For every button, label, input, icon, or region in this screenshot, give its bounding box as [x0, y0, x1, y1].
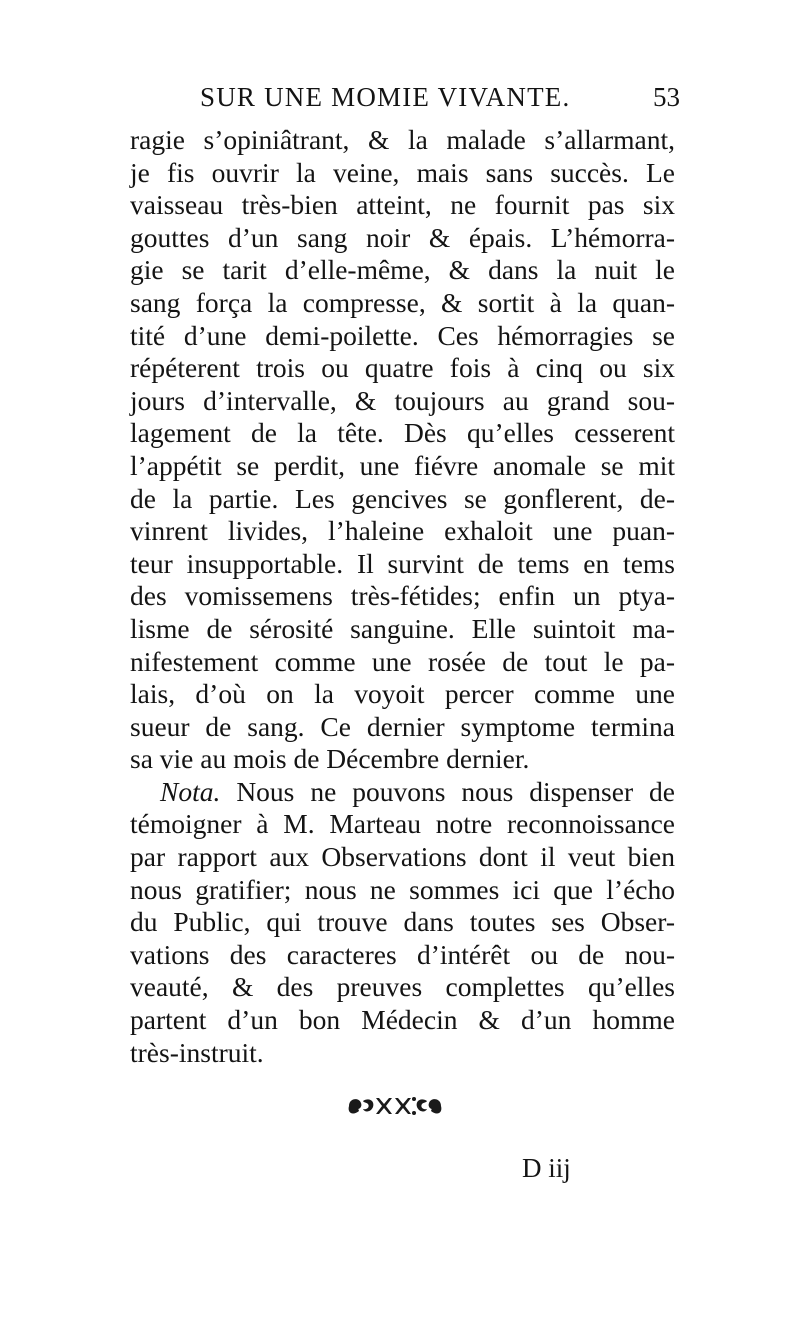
nota-line — [130, 776, 675, 809]
signature-mark: D iij — [522, 1153, 571, 1183]
nota-text: Nous ne pouvons nous dispenser de — [236, 775, 676, 807]
text-line: sueur de sang. Ce dernier symptome termina — [130, 710, 675, 742]
text-line: nous gratifier; nous ne sommes ici que l’écho — [130, 873, 675, 905]
text-line: partent d’un bon Médecin & d’un homme — [130, 1004, 675, 1036]
text-line: par rapport aux Observations dont il veut bien — [130, 841, 675, 873]
page-number: 53 — [653, 82, 680, 112]
text-line: vinrent livides, l’haleine exhaloit une puan- — [130, 515, 675, 547]
text-line: gouttes d’un sang noir & épais. L’hémorra- — [130, 221, 675, 253]
text-line: vations des caracteres d’intérêt ou de nou- — [130, 938, 675, 970]
fleuron-ornament-icon — [345, 1093, 445, 1119]
text-line: des vomissemens très-fétides; enfin un ptya- — [130, 580, 675, 612]
text-line: répéterent trois ou quatre fois à cinq ou six — [130, 352, 675, 384]
text-line: veauté, & des preuves complettes qu’elles — [130, 971, 675, 1003]
text-block — [130, 124, 675, 1069]
text-line: vaisseau très-bien atteint, ne fournit pas six — [130, 189, 675, 221]
text-line: tité d’une demi-poilette. Ces hémorragies se — [130, 319, 675, 351]
text-line: sang força la compresse, & sortit à la quan- — [130, 286, 675, 318]
text-line: gie se tarit d’elle-même, & dans la nuit le — [130, 254, 675, 286]
nota-label: Nota. — [160, 775, 221, 807]
text-line: de la partie. Les gencives se gonflerent, de- — [130, 482, 675, 514]
text-line: je fis ouvrir la veine, mais sans succès. Le — [130, 156, 675, 188]
running-head — [130, 82, 680, 122]
text-line: l’appétit se perdit, une fiévre anomale se mit — [130, 449, 675, 481]
text-line: teur insupportable. Il survint de tems en tems — [130, 547, 675, 579]
text-line: ragie s’opiniâtrant, & la malade s’allarmant, — [130, 124, 675, 155]
text-line: témoigner à M. Marteau notre reconnoissance — [130, 808, 675, 840]
text-line: nifestement comme une rosée de tout le pa- — [130, 645, 675, 677]
running-title: SUR UNE MOMIE VIVANTE. — [200, 82, 571, 112]
text-line: jours d’intervalle, & toujours au grand sou- — [130, 384, 675, 416]
text-line: du Public, qui trouve dans toutes ses Obser- — [130, 906, 675, 938]
text-line: très-instruit. — [130, 1036, 264, 1068]
text-line: lisme de sérosité sanguine. Elle suintoit ma- — [130, 612, 675, 644]
text-line: sa vie au mois de Décembre dernier. — [130, 743, 530, 775]
text-line: lais, d’où on la voyoit percer comme une — [130, 678, 675, 710]
text-line: lagement de la tête. Dès qu’elles cesserent — [130, 417, 675, 449]
